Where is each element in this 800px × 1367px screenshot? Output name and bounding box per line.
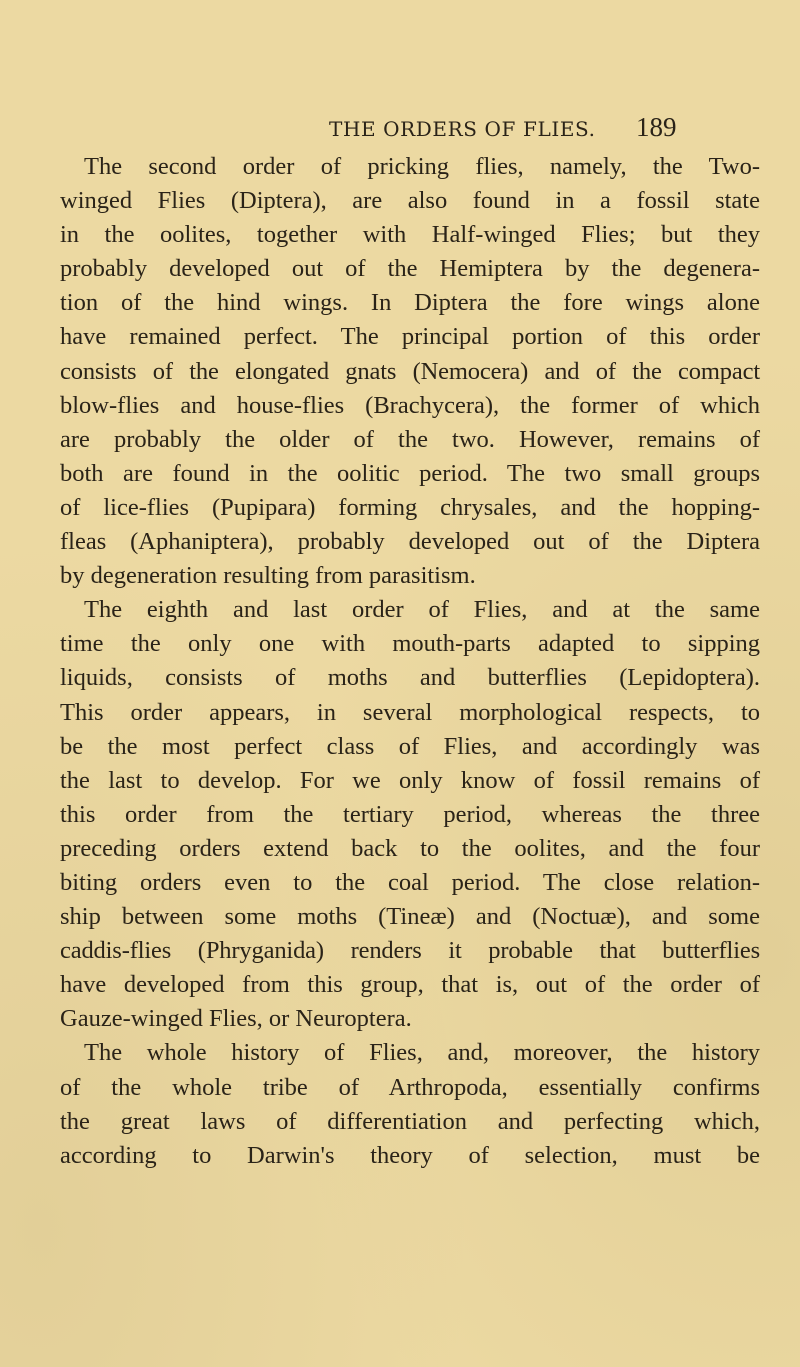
text-line: according to Darwin's theory of selection, must be bbox=[60, 1141, 760, 1169]
text-line: blow-flies and house-flies (Brachycera), the former of which bbox=[60, 391, 760, 419]
text-line: winged Flies (Diptera), are also found in a fossil state bbox=[60, 187, 760, 215]
text-line: Gauze-winged Flies, or Neuroptera. bbox=[60, 1005, 412, 1033]
text-line: biting orders even to the coal period. The close relation- bbox=[60, 868, 760, 896]
text-line: The second order of pricking flies, namely, the Two- bbox=[84, 153, 760, 180]
text-line: liquids, consists of moths and butterflies (Lepidoptera). bbox=[60, 664, 760, 692]
text-line: this order from the tertiary period, whereas the three bbox=[60, 800, 760, 828]
text-line: preceding orders extend back to the oolites, and the four bbox=[60, 834, 760, 862]
page-number: 189 bbox=[636, 112, 677, 142]
text-line: the last to develop. For we only know of fossil remains of bbox=[60, 766, 760, 794]
running-head-title: THE ORDERS OF FLIES. bbox=[329, 117, 596, 141]
text-line: probably developed out of the Hemiptera by the degenera- bbox=[60, 255, 760, 283]
running-head bbox=[0, 112, 800, 152]
text-line: The whole history of Flies, and, moreover, the history bbox=[84, 1039, 760, 1067]
text-line: caddis-flies (Phryganida) renders it probable that butterflies bbox=[60, 937, 760, 965]
text-line: fleas (Aphaniptera), probably developed out of the Diptera bbox=[60, 528, 760, 556]
text-line: be the most perfect class of Flies, and accordingly was bbox=[60, 732, 760, 760]
text-line: are probably the older of the two. However, remains of bbox=[60, 425, 760, 453]
text-line: consists of the elongated gnats (Nemocera) and of the compact bbox=[60, 357, 760, 385]
text-line: in the oolites, together with Half-winged Flies; but they bbox=[60, 221, 760, 249]
text-line: have developed from this group, that is, out of the order of bbox=[60, 971, 760, 999]
text-line: This order appears, in several morphological respects, to bbox=[60, 698, 760, 726]
text-line: of the whole tribe of Arthropoda, essentially confirms bbox=[60, 1073, 760, 1101]
text-line: both are found in the oolitic period. The two small groups bbox=[60, 459, 760, 487]
text-line: ship between some moths (Tineæ) and (Noctuæ), and some bbox=[60, 903, 760, 931]
text-line: by degeneration resulting from parasitism. bbox=[60, 562, 476, 590]
text-line: tion of the hind wings. In Diptera the fore wings alone bbox=[60, 289, 760, 317]
text-line: the great laws of differentiation and perfecting which, bbox=[60, 1107, 760, 1135]
text-line: have remained perfect. The principal portion of this order bbox=[60, 323, 760, 351]
body-text bbox=[60, 150, 760, 1173]
text-line: of lice-flies (Pupipara) forming chrysales, and the hopping- bbox=[60, 493, 760, 521]
text-line: The eighth and last order of Flies, and at the same bbox=[84, 596, 760, 624]
text-line: time the only one with mouth-parts adapted to sipping bbox=[60, 630, 760, 658]
